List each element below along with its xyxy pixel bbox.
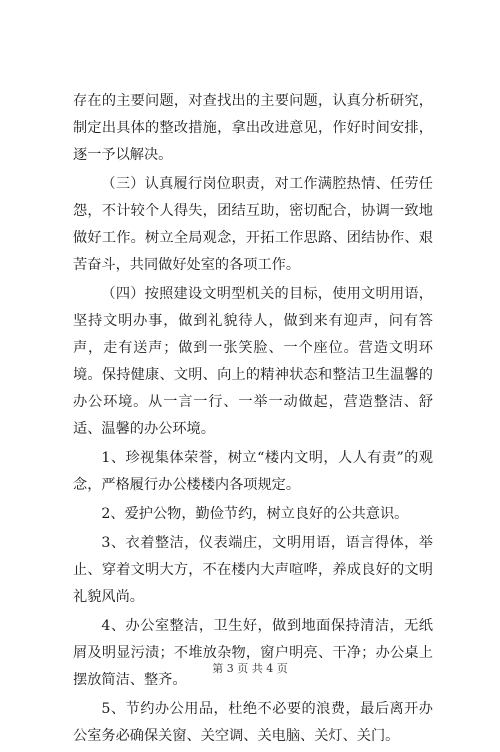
list-item-3: 3、衣着整洁，仪表端庄，文明用语，语言得体，举止、穿着文明大方，不在楼内大声喧哗，养成良好的文明礼貌风尚。 (73, 535, 433, 605)
list-item-2: 2、爱护公物，勤俭节约，树立良好的公共意识。 (101, 506, 409, 522)
page-footer: 第 3 页 共 4 页 (212, 662, 288, 675)
paragraph-continuation: 存在的主要问题，对查找出的主要问题，认真分析研究，制定出具体的整改措施，拿出改进意见，作好时间安排，逐一予以解决。 (73, 93, 433, 163)
paragraph-section-three: （三）认真履行岗位职责，对工作满腔热情、任劳任怨，不计较个人得失，团结互助，密切配合，协调一致地做好工作。树立全局观念，开拓工作思路、团结协作、艰苦奋斗，共同做好处室的各项工作。 (73, 176, 433, 273)
list-item-5: 5、节约办公用品，杜绝不必要的浪费，最后离开办公室务必确保关窗、关空调、关电脑、关灯、关门。 (73, 701, 433, 744)
list-item-1: 1、珍视集体荣誉，树立“楼内文明，人人有责”的观念，严格履行办公楼楼内各项规定。 (73, 450, 433, 493)
document-body (73, 88, 433, 752)
list-item-4: 4、办公室整洁，卫生好，做到地面保持清洁，无纸屑及明显污渍；不堆放杂物，窗户明亮、干净；办公桌上摆放简洁、整齐。 (73, 618, 433, 688)
paragraph-section-four: （四）按照建设文明型机关的目标，使用文明用语，坚持文明办事，做到礼貌待人，做到来有迎声，问有答声，走有送声；做到一张笑脸、一个座位。营造文明环境。保持健康、文明、向上的精神状态和整洁卫生温馨的办公环境。从一言一行、一举一动做起，营造整洁、舒适、温馨的办公环境。 (73, 286, 433, 437)
